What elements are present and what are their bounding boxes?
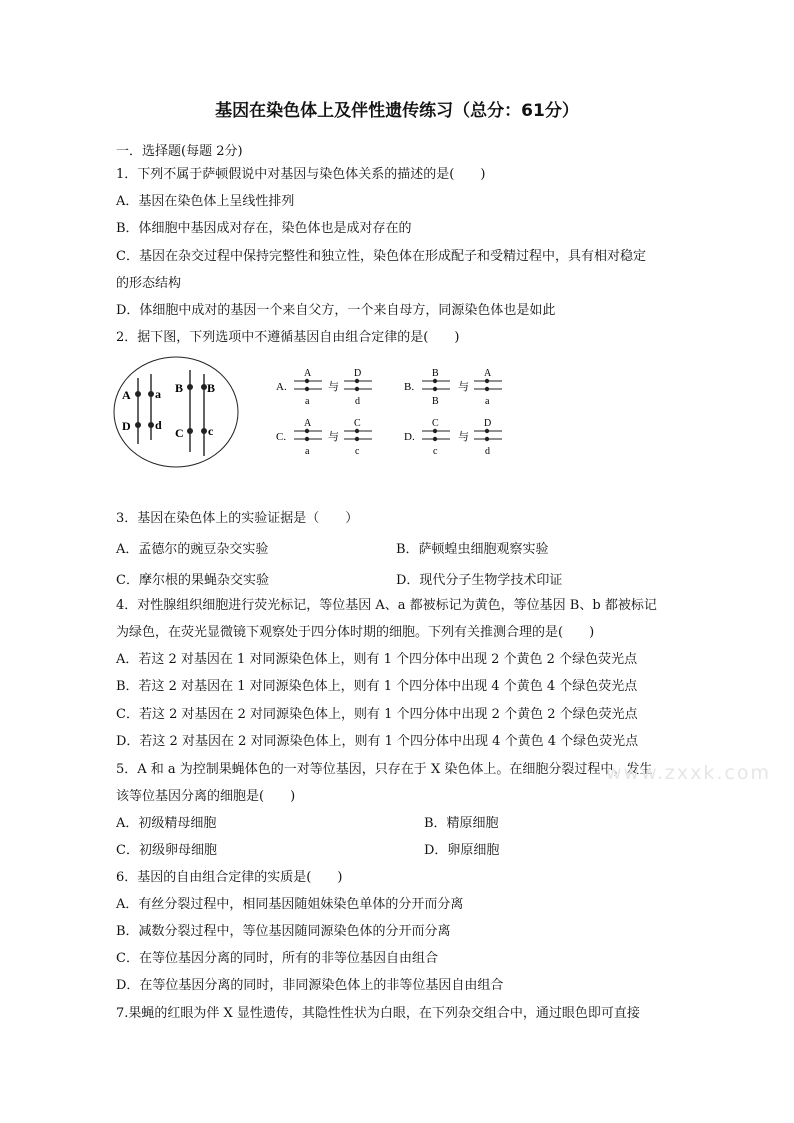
opt-a-right-top: D bbox=[354, 368, 362, 379]
opt-d-right-top: D bbox=[484, 418, 492, 429]
q3-stem: 3．基因在染色体上的实验证据是（ ） bbox=[116, 511, 359, 526]
opt-b-right-bottom: a bbox=[485, 396, 490, 407]
q1-option-c: C．基因在杂交过程中保持完整性和独立性，染色体在形成配子和受精过程中，具有相对稳定 bbox=[116, 249, 646, 264]
cell-label-B-right: B bbox=[207, 381, 216, 395]
q3-option-d: D．现代分子生物学技术印证 bbox=[396, 573, 563, 588]
opt-b-join: 与 bbox=[458, 381, 469, 393]
q4-option-b: B．若这 2 对基因在 1 对同源染色体上，则有 1 个四分体中出现 4 个黄色 4 个绿色荧光点 bbox=[116, 679, 638, 694]
q6-option-c: C．在等位基因分离的同时，所有的非等位基因自由组合 bbox=[116, 951, 438, 966]
page-title: 基因在染色体上及伴性遗传练习（总分：61分） bbox=[215, 101, 579, 121]
opt-c-left-bottom: a bbox=[305, 446, 310, 457]
q2-figure bbox=[108, 352, 528, 478]
cell-label-D: D bbox=[122, 419, 131, 433]
q4-stem: 4．对性腺组织细胞进行荧光标记，等位基因 A、a 都被标记为黄色，等位基因 B、b 都被标记 bbox=[116, 598, 657, 613]
q3-option-c: C．摩尔根的果蝇杂交实验 bbox=[116, 573, 269, 588]
q1-option-d: D．体细胞中成对的基因一个来自父方，一个来自母方，同源染色体也是如此 bbox=[116, 303, 556, 318]
opt-a-right-bottom: d bbox=[355, 396, 360, 407]
q3-option-a: A．孟德尔的豌豆杂交实验 bbox=[116, 542, 269, 557]
opt-a-left-bottom: a bbox=[305, 396, 310, 407]
section-heading: 一．选择题(每题 2分) bbox=[116, 144, 243, 159]
q4-stem-cont: 为绿色，在荧光显微镜下观察处于四分体时期的细胞。下列有关推测合理的是( ) bbox=[116, 625, 595, 640]
q4-option-a: A．若这 2 对基因在 1 对同源染色体上，则有 1 个四分体中出现 2 个黄色 2 个绿色荧光点 bbox=[116, 652, 638, 667]
q2-stem: 2．据下图，下列选项中不遵循基因自由组合定律的是( ) bbox=[116, 330, 460, 345]
q4-option-d: D．若这 2 对基因在 2 对同源染色体上，则有 1 个四分体中出现 4 个黄色 4 个绿色荧光点 bbox=[116, 734, 639, 749]
q1-stem: 1．下列不属于萨顿假说中对基因与染色体关系的描述的是( ) bbox=[116, 167, 486, 182]
opt-b-left-bottom: B bbox=[432, 396, 439, 407]
cell-label-C: C bbox=[175, 426, 184, 440]
opt-d-join: 与 bbox=[458, 431, 469, 443]
q5-stem: 5．A 和 a 为控制果蝇体色的一对等位基因，只存在于 X 染色体上。在细胞分裂过程中，发生 bbox=[116, 762, 653, 777]
opt-c-left-top: A bbox=[304, 418, 312, 429]
q5-option-c: C．初级卵母细胞 bbox=[116, 843, 217, 858]
opt-b-left-top: B bbox=[432, 368, 439, 379]
opt-b-right-top: A bbox=[484, 368, 492, 379]
opt-c-right-bottom: c bbox=[355, 446, 360, 457]
opt-c-right-top: C bbox=[354, 418, 361, 429]
opt-a-join: 与 bbox=[328, 381, 339, 393]
cell-label-d: d bbox=[155, 418, 162, 432]
q6-option-a: A．有丝分裂过程中，相同基因随姐妹染色单体的分开而分离 bbox=[116, 897, 464, 912]
opt-d-letter: D. bbox=[404, 431, 415, 443]
q5-option-d: D．卵原细胞 bbox=[424, 843, 500, 858]
opt-b-letter: B. bbox=[404, 381, 415, 393]
q6-stem: 6．基因的自由组合定律的实质是( ) bbox=[116, 870, 343, 885]
q3-option-b: B．萨顿蝗虫细胞观察实验 bbox=[396, 542, 549, 557]
cell-label-A: A bbox=[122, 388, 131, 402]
q1-option-b: B．体细胞中基因成对存在，染色体也是成对存在的 bbox=[116, 221, 412, 236]
watermark: www.zxxk.com bbox=[606, 762, 771, 784]
opt-a-left-top: A bbox=[304, 368, 312, 379]
cell-label-a: a bbox=[155, 387, 161, 401]
opt-a-letter: A. bbox=[276, 381, 287, 393]
q4-option-c: C．若这 2 对基因在 2 对同源染色体上，则有 1 个四分体中出现 2 个黄色 2 个绿色荧光点 bbox=[116, 707, 638, 722]
q1-option-a: A．基因在染色体上呈线性排列 bbox=[116, 194, 295, 209]
cell-label-B-left: B bbox=[175, 381, 184, 395]
q5-option-b: B．精原细胞 bbox=[424, 816, 499, 831]
q6-option-b: B．减数分裂过程中，等位基因随同源染色体的分开而分离 bbox=[116, 924, 451, 939]
opt-d-left-top: C bbox=[432, 418, 439, 429]
opt-d-right-bottom: d bbox=[485, 446, 490, 457]
cell-label-c: c bbox=[208, 424, 214, 438]
cell-outline bbox=[114, 357, 238, 467]
q5-option-a: A．初级精母细胞 bbox=[116, 816, 217, 831]
q5-stem-cont: 该等位基因分离的细胞是( ) bbox=[116, 789, 296, 804]
opt-c-join: 与 bbox=[328, 431, 339, 443]
opt-c-letter: C. bbox=[276, 431, 287, 443]
opt-d-left-bottom: c bbox=[433, 446, 438, 457]
q1-option-c-cont: 的形态结构 bbox=[116, 276, 182, 291]
q7-stem: 7.果蝇的红眼为伴 X 显性遗传，其隐性性状为白眼，在下列杂交组合中，通过眼色即可直接 bbox=[116, 1006, 640, 1021]
q6-option-d: D．在等位基因分离的同时，非同源染色体上的非等位基因自由组合 bbox=[116, 978, 504, 993]
